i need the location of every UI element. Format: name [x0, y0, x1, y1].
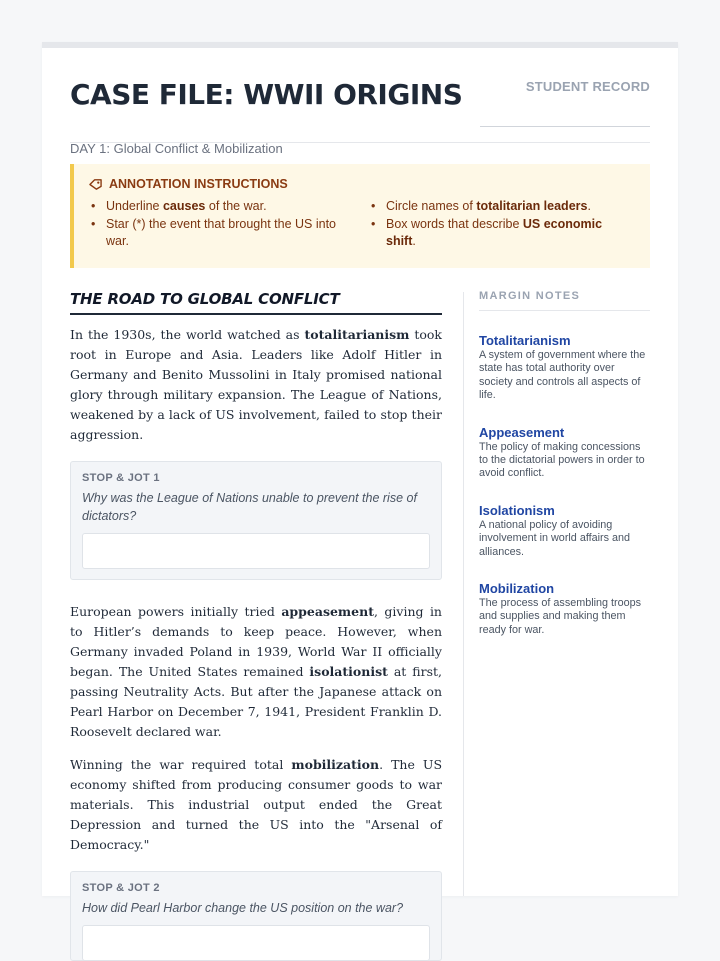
worksheet-page: [42, 42, 678, 915]
column-divider: [463, 292, 464, 896]
instructions-column-left: [88, 198, 356, 251]
term-definition: The process of assembling troops and supplies and making them ready for war.: [479, 597, 642, 636]
instructions-title: ANNOTATION INSTRUCTIONS: [109, 177, 288, 191]
tag-icon: [88, 178, 103, 191]
jot-label: STOP & JOT 2: [82, 882, 160, 894]
instruction-item: • Underline causes of the war.: [88, 198, 356, 216]
jot-answer-field[interactable]: [82, 533, 430, 569]
term-definition: The policy of making concessions to the dictatorial powers in order to avoid conflict.: [479, 440, 645, 480]
glossary-term: [479, 503, 650, 559]
instructions-heading: [88, 177, 288, 191]
reading-paragraph-3: Winning the war required total mobilization. The US economy shifted from producing consumer goods to war materials. This industrial output ended the Great Depression and turned the US into the "Arsenal of Democracy.": [70, 757, 443, 852]
instructions-column-right: [368, 198, 630, 251]
glossary-term: [479, 581, 650, 637]
reading-paragraph-2: European powers initially tried appeasement, giving in to Hitler’s demands to keep peace. However, when Germany invaded Poland in 1939, World War II officially began. The United States remained isolationist at first, passing Neutrality Acts. But after the Japanese attack on Pearl Harbor on December 7, 1941, President Franklin D. Roosevelt declared war.: [70, 604, 442, 739]
keyword-isolationist: isolationist: [309, 664, 388, 679]
glossary-term: [479, 333, 650, 403]
jot-label: STOP & JOT 1: [82, 472, 160, 484]
main-reading-column: [70, 290, 443, 915]
term-name: Totalitarianism: [479, 333, 571, 348]
jot-question: Why was the League of Nations unable to prevent the rise of dictators?: [82, 491, 417, 523]
keyword-mobilization: mobilization: [291, 757, 380, 772]
term-name: Mobilization: [479, 581, 555, 597]
stop-and-jot-1: [70, 461, 442, 580]
student-record-field[interactable]: [480, 126, 650, 127]
glossary-term: [479, 425, 650, 481]
page-subtitle: DAY 1: Global Conflict & Mobilization: [70, 141, 283, 156]
annotation-instructions-box: [70, 164, 650, 268]
keyword-appeasement: appeasement: [281, 604, 374, 619]
instruction-item: • Star (*) the event that brought the US into war.: [88, 216, 356, 251]
keyword-totalitarianism: totalitarianism: [304, 327, 410, 342]
page-header: [70, 78, 650, 156]
jot-question: How did Pearl Harbor change the US position on the war?: [82, 901, 404, 915]
margin-notes: [479, 290, 650, 637]
instruction-item: • Box words that describe US economic shift.: [368, 216, 630, 251]
term-definition: A national policy of avoiding involvement in world affairs and alliances.: [479, 518, 631, 558]
jot-answer-field[interactable]: [82, 925, 430, 961]
margin-notes-title: MARGIN NOTES: [479, 290, 650, 311]
term-name: Isolationism: [479, 502, 555, 518]
term-definition: A system of government where the state has total authority over society and controls all aspects of life.: [479, 349, 646, 402]
student-record-label: STUDENT RECORD: [525, 79, 650, 94]
stop-and-jot-2: [70, 871, 442, 961]
reading-paragraph-1: In the 1930s, the world watched as totalitarianism took root in Europe and Asia. Leaders like Adolf Hitler in Germany and Benito Mussolini in Italy promised national glory through military expansion. The League of Nations, weakened by a lack of US involvement, failed to stop their aggression.: [70, 327, 442, 442]
instruction-item: • Circle names of totalitarian leaders.: [368, 198, 630, 216]
section-title: THE ROAD TO GLOBAL CONFLICT: [70, 290, 442, 315]
page-title: CASE FILE: WWII ORIGINS: [70, 78, 463, 111]
term-name: Appeasement: [479, 424, 565, 440]
